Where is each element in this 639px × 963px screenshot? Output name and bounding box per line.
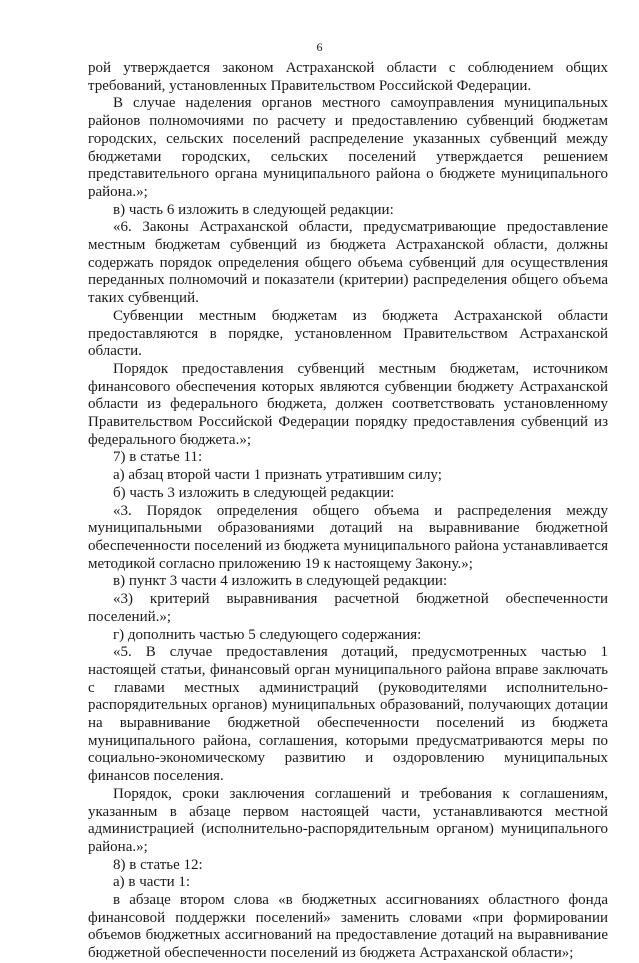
paragraph: «5. В случае предоставления дотаций, предусмотренных частью 1 настоящей статьи, финансовый орган муниципального района вправе заключать с главами местных администраций (руководителями исполнительно-распорядительных органов) муниципальных образований, получающих дотации на выравнивание бюджетной обеспеченности поселений из бюджета муниципального района, соглашения, которыми предусматриваются меры по социально-экономическому развитию и оздоровлению муниципальных финансов поселения. (88, 644, 608, 785)
paragraph: 7) в статье 11: (113, 449, 203, 466)
document-body (88, 60, 608, 963)
paragraph: б) часть 3 изложить в следующей редакции: (113, 484, 395, 501)
paragraph: Порядок предоставления субвенций местным бюджетам, источником финансового обеспечения которых являются субвенции бюджету Астраханской области из федерального бюджета, должен соответствовать установленному Правительством Российской Федерации порядку предоставления субвенций из федерального бюджета.»; (88, 360, 608, 448)
paragraph: а) в части 1: (113, 874, 191, 891)
paragraph: «3) критерий выравнивания расчетной бюджетной обеспеченности поселений.»; (88, 591, 608, 625)
paragraph: «6. Законы Астраханской области, предусматривающие предоставление местным бюджетам субвенций из бюджета Астраханской области, должны содержать порядок определения общего объема субвенций для осуществления переданных полномочий и показатели (критерии) распределения общего объема таких субвенций. (88, 219, 608, 307)
paragraph: 8) в статье 12: (113, 856, 203, 873)
page-number: 6 (316, 40, 323, 54)
paragraph: в абзаце втором слова «в бюджетных ассигнованиях областного фонда финансовой поддержки поселений» заменить словами «при формировании объемов бюджетных ассигнований на предоставление дотаций на выравнивание бюджетной обеспеченности поселений из бюджета Астраханской области»; (88, 892, 608, 962)
paragraph: в) часть 6 изложить в следующей редакции: (113, 201, 394, 218)
paragraph: В случае наделения органов местного самоуправления муниципальных районов полномочиями по расчету и предоставлению субвенций бюджетам городских, сельских поселений распределение указанных субвенций между бюджетами городских, сельских поселений утверждается решением представительного органа муниципального района о бюджете муниципального района.»; (88, 95, 608, 200)
paragraph: а) абзац второй части 1 признать утратившим силу; (113, 467, 442, 484)
paragraph: «3. Порядок определения общего объема и распределения между муниципальными образованиями дотаций на выравнивание бюджетной обеспеченности поселений из бюджета муниципального района устанавливается методикой согласно приложению 19 к настоящему Закону.»; (88, 502, 608, 572)
paragraph: г) дополнить частью 5 следующего содержания: (113, 626, 422, 643)
paragraph: рой утверждается законом Астраханской области с соблюдением общих требований, установленных Правительством Российской Федерации. (88, 60, 608, 94)
paragraph: Субвенции местным бюджетам из бюджета Астраханской области предоставляются в порядке, установленном Правительством Астраханской области. (88, 307, 608, 360)
paragraph: в) пункт 3 части 4 изложить в следующей редакции: (113, 573, 448, 590)
paragraph: Порядок, сроки заключения соглашений и требования к соглашениям, указанным в абзаце первом настоящей части, устанавливаются местной администрацией (исполнительно-распорядительным органом) муниципального района.»; (88, 785, 608, 855)
